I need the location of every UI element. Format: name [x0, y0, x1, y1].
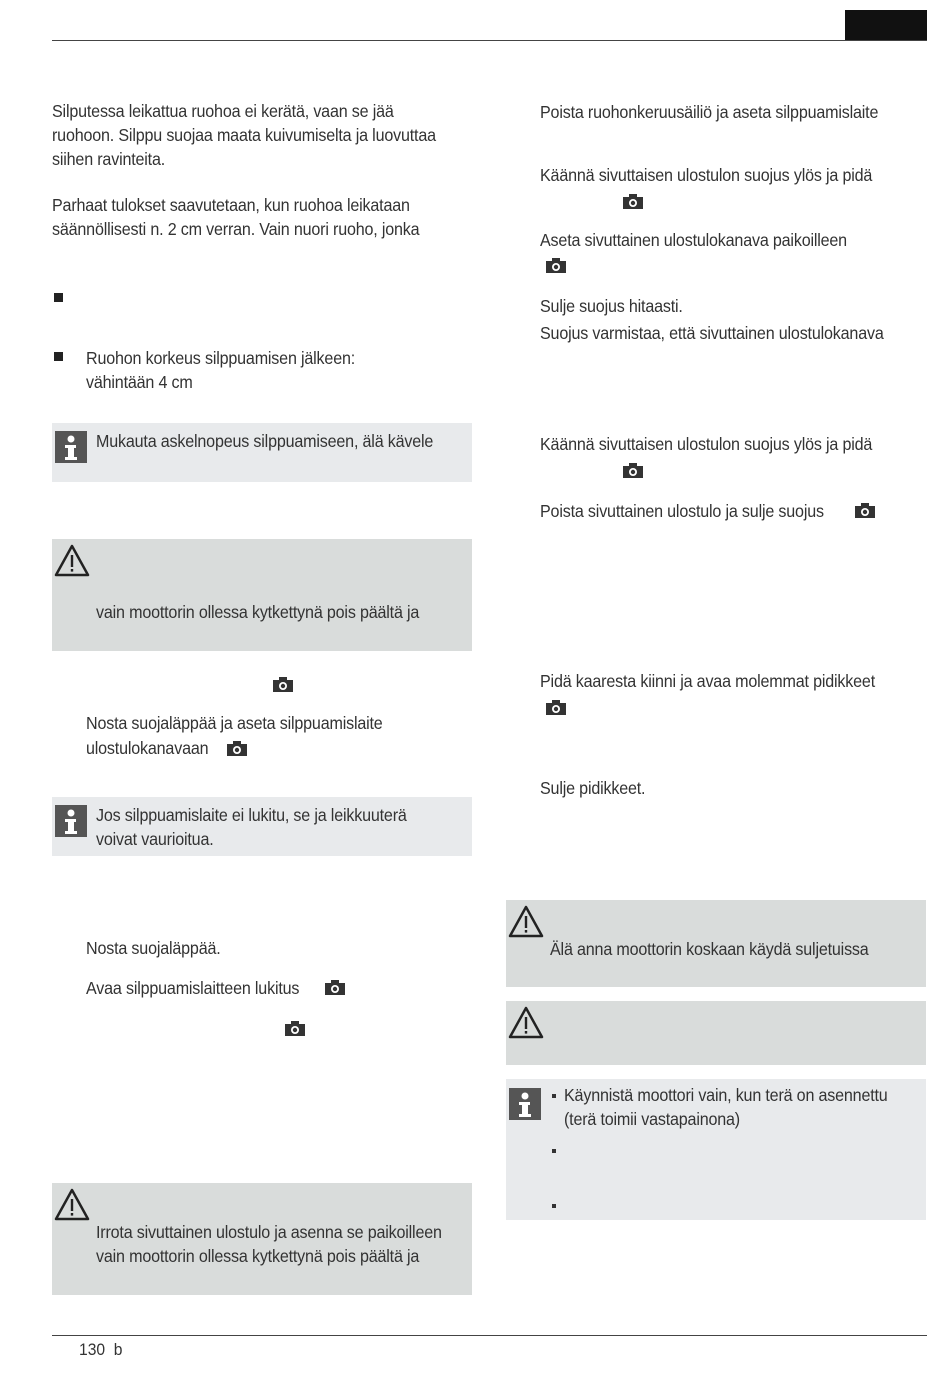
intro-line-1: Silputessa leikattua ruohoa ei kerätä, vaan se jää: [52, 101, 394, 121]
step-lift-line-1: Nosta suojaläppää ja aseta silppuamislaite: [86, 713, 383, 733]
lift-flap-text: Nosta suojaläppää.: [86, 938, 221, 958]
warning-box: [52, 1183, 472, 1295]
page-footer: [79, 1340, 123, 1360]
intro-line-3: siihen ravinteita.: [52, 149, 166, 169]
camera-icon: [285, 1021, 305, 1036]
bullet-marker: [54, 293, 63, 302]
turn-cover-text-2: Käännä sivuttaisen ulostulon suojus ylös ja pidä: [540, 434, 873, 454]
camera-icon: [325, 980, 345, 995]
warning-text: vain moottorin ollessa kytkettynä pois päältä ja: [96, 602, 420, 622]
camera-icon: [623, 463, 643, 478]
header-tab: [845, 10, 927, 40]
info-text-line-1: Käynnistä moottori vain, kun terä on asennettu: [564, 1085, 888, 1105]
info-text: Mukauta askelnopeus silppuamiseen, älä kävele: [96, 431, 434, 451]
info-icon: [55, 805, 87, 837]
camera-icon: [273, 677, 293, 692]
warning-icon: [54, 544, 90, 577]
turn-cover-text: Käännä sivuttaisen ulostulon suojus ylös ja pidä: [540, 165, 873, 185]
intro-line-2: ruohoon. Silppu suojaa maata kuivumiselta ja luovuttaa: [52, 125, 436, 145]
camera-icon: [623, 194, 643, 209]
remove-bag-text: Poista ruohonkeruusäiliö ja aseta silppuamislaite: [540, 102, 879, 122]
warning-text-line-2: vain moottorin ollessa kytkettynä pois päältä ja: [96, 1246, 420, 1266]
camera-icon: [546, 258, 566, 273]
camera-icon: [227, 741, 247, 756]
doc-code: b: [113, 1340, 123, 1359]
step-lift-line-2: ulostulokanavaan: [86, 738, 209, 758]
tip-line-2: säännöllisesti n. 2 cm verran. Vain nuori ruoho, jonka: [52, 219, 420, 239]
camera-icon: [546, 700, 566, 715]
warning-text: Älä anna moottorin koskaan käydä suljetuissa: [550, 939, 869, 959]
grass-height-line-2: vähintään 4 cm: [86, 372, 193, 392]
page-number: 130: [79, 1340, 106, 1359]
warning-box: [506, 900, 926, 987]
info-text-line-2: voivat vaurioitua.: [96, 829, 214, 849]
list-bullet: [552, 1094, 556, 1098]
camera-icon: [855, 503, 875, 518]
info-icon: [55, 431, 87, 463]
info-text-line-1: Jos silppuamislaite ei lukitu, se ja leikkuuterä: [96, 805, 407, 825]
info-box: [506, 1079, 926, 1220]
header-rule: [52, 40, 927, 41]
footer-rule: [52, 1335, 927, 1336]
close-clamps-text: Sulje pidikkeet.: [540, 778, 646, 798]
hold-handle-text: Pidä kaaresta kiinni ja avaa molemmat pidikkeet: [540, 671, 875, 691]
tip-line-1: Parhaat tulokset saavutetaan, kun ruohoa leikataan: [52, 195, 410, 215]
warning-text-line-1: Irrota sivuttainen ulostulo ja asenna se paikoilleen: [96, 1222, 442, 1242]
list-bullet: [552, 1149, 556, 1153]
warning-box: [506, 1001, 926, 1065]
info-icon: [509, 1088, 541, 1120]
place-chute-text: Aseta sivuttainen ulostulokanava paikoilleen: [540, 230, 847, 250]
grass-height-line-1: Ruohon korkeus silppuamisen jälkeen:: [86, 348, 356, 368]
close-cover-line-2: Suojus varmistaa, että sivuttainen ulostulokanava: [540, 323, 884, 343]
list-bullet: [552, 1204, 556, 1208]
info-text-line-2: (terä toimii vastapainona): [564, 1109, 740, 1129]
info-box: [52, 423, 472, 482]
bullet-marker: [54, 352, 63, 361]
warning-icon: [508, 1006, 544, 1039]
remove-chute-text: Poista sivuttainen ulostulo ja sulje suojus: [540, 501, 824, 521]
warning-box: [52, 539, 472, 651]
info-box: [52, 797, 472, 856]
warning-icon: [54, 1188, 90, 1221]
warning-icon: [508, 905, 544, 938]
close-cover-line-1: Sulje suojus hitaasti.: [540, 296, 683, 316]
open-lock-text: Avaa silppuamislaitteen lukitus: [86, 978, 300, 998]
